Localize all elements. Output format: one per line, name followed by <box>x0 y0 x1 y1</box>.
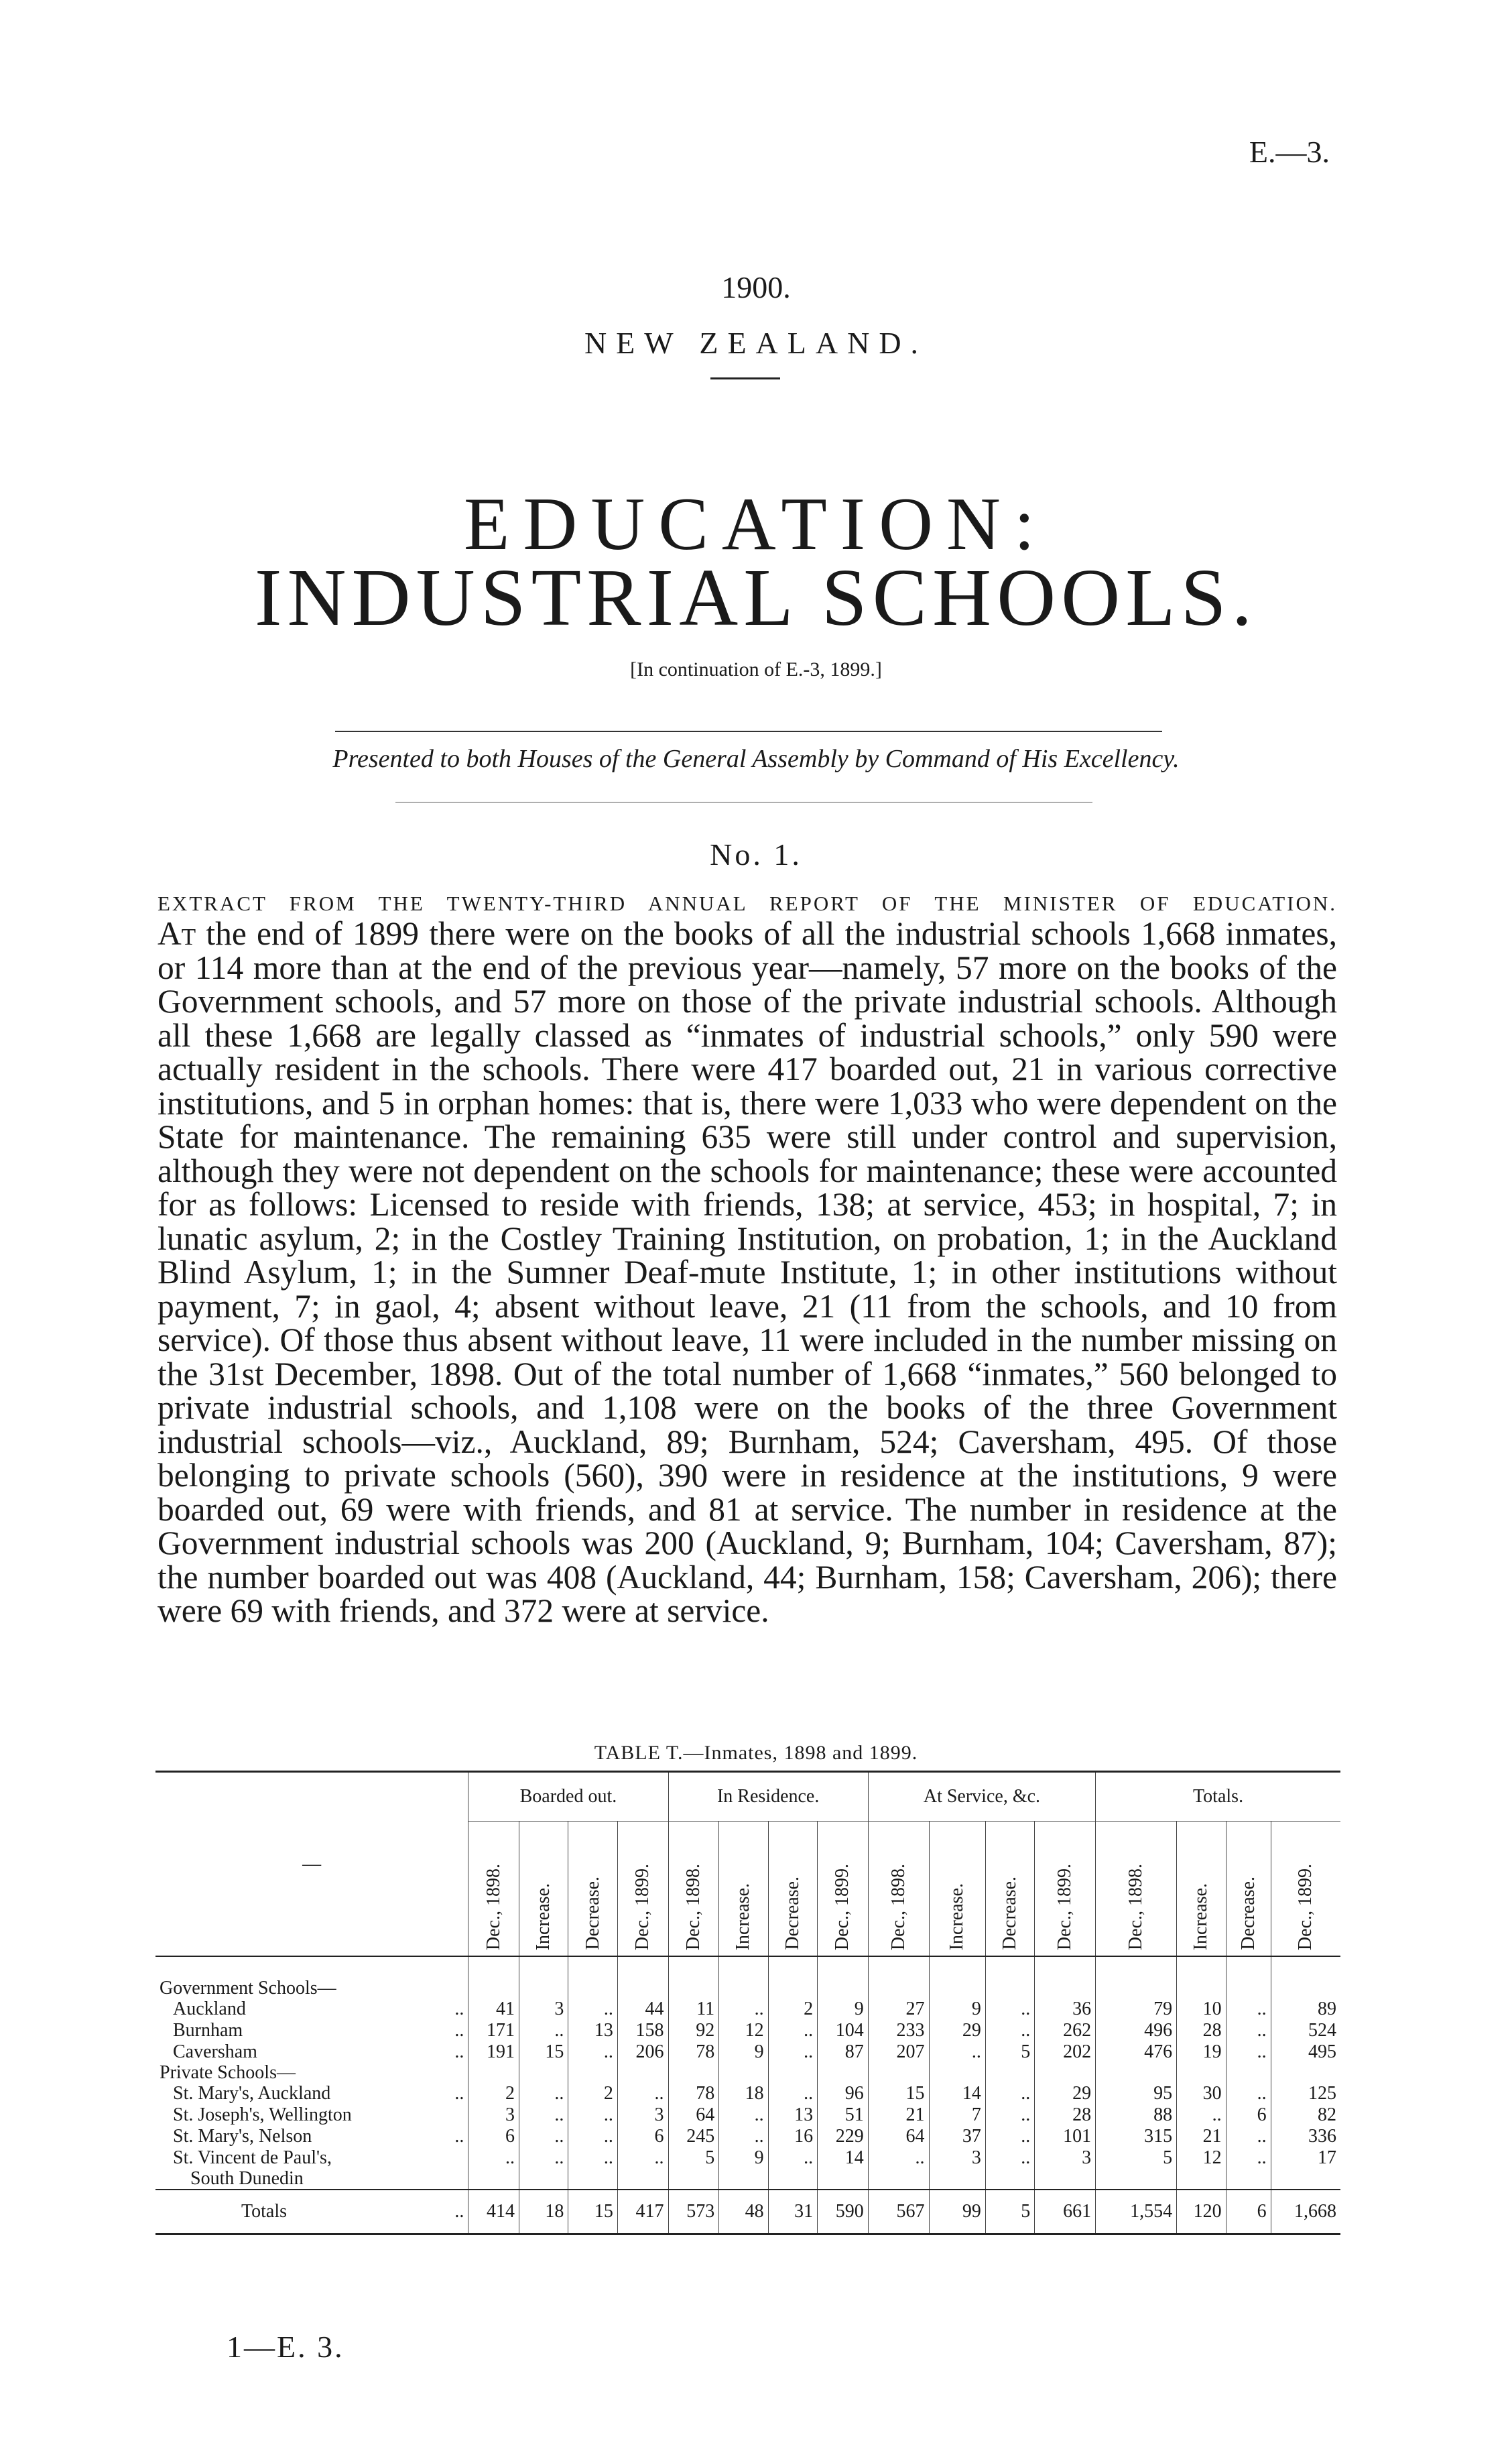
column-header <box>568 1822 617 1957</box>
table-cell: 315 <box>1096 2126 1177 2147</box>
row-leader-dots: .. <box>454 2126 464 2147</box>
table-cell: .. <box>719 1998 768 2020</box>
column-header-label: Dec., 1899. <box>1295 1863 1316 1950</box>
table-cell: 233 <box>868 2020 929 2041</box>
column-header <box>818 1822 869 1957</box>
column-header <box>768 1822 817 1957</box>
column-header-label: Increase. <box>733 1883 754 1950</box>
table-cell: 15 <box>868 2083 929 2104</box>
section-header-row <box>155 1978 1340 1998</box>
table-cell: 2 <box>768 1998 817 2020</box>
row-label <box>155 2147 468 2169</box>
column-header <box>719 1822 768 1957</box>
totals-name: Totals <box>241 2201 288 2222</box>
table-empty-cell <box>668 2063 719 2083</box>
group-header: In Residence. <box>668 1772 868 1822</box>
table-cell: .. <box>768 2020 817 2041</box>
inmates-table <box>155 1771 1340 2235</box>
rule-above-presented <box>335 731 1162 732</box>
table-cell: 64 <box>668 2104 719 2126</box>
table-cell: 1,554 <box>1096 2190 1177 2234</box>
table-cell: 476 <box>1096 2041 1177 2063</box>
table-caption: TABLE T.—Inmates, 1898 and 1899. <box>594 1742 918 1764</box>
table-cell: 6 <box>468 2126 519 2147</box>
table-cell: .. <box>519 2104 568 2126</box>
table-corner: — <box>155 1772 468 1957</box>
continuation-note: [In continuation of E.-3, 1899.] <box>630 658 882 680</box>
table-cell: .. <box>719 2126 768 2147</box>
table-cell: .. <box>985 2147 1034 2169</box>
column-header-label: Dec., 1898. <box>1125 1863 1147 1950</box>
table-cell: 104 <box>818 2020 869 2041</box>
table-cell: 9 <box>719 2147 768 2169</box>
table-cell: .. <box>768 2083 817 2104</box>
table-empty-cell <box>1177 1978 1226 1998</box>
table-empty-cell <box>1177 1956 1226 1978</box>
table-empty-cell <box>1035 1978 1096 1998</box>
paragraph-body: the end of 1899 there were on the books of all the industrial schools 1,668 inmates, or 114 more than at the end of the previous year—namely, 57 more on the books of the Government schools, and 57 more on those of the private industrial schools. Although all these 1,668 are legally classed as “inmates of industrial schools,” only 590 were actually resident in the schools. There were 417 boarded out, 21 in various corrective institutions, and 5 in orphan homes: that is, there were 1,033 who were dependent on the State for maintenance. The remaining 635 were still under control and supervision, although they were not dependent on the schools for maintenance; these were accounted for as follows: Licensed to reside with friends, 138; at service, 453; in hospital, 7; in lunatic asylum, 2; in the Costley Training Institution, on probation, 1; in the Auckland Blind Asylum, 1; in the Sumner Deaf-mute Institute, 1; in other institutions without payment, 7; in gaol, 4; absent without leave, 21 (11 from the schools, and 10 from service). Of those thus absent without leave, 11 were included in the number missing on the 31st December, 1898. Out of the total number of 1,668 “inmates,” 560 belonged to private industrial schools, and 1,108 were on the books of the three Government industrial schools—viz., Auckland, 89; Burnham, 524; Caversham, 495. Of those belonging to private schools (560), 390 were in residence at the institutions, 9 were boarded out, 69 were with friends, and 81 at service. The number in residence at the Government industrial schools was 200 (Auckland, 9; Burnham, 104; Caversham, 87); the number boarded out was 408 (Auckland, 44; Burnham, 158; Caversham, 206); there were 69 with friends, and 372 were at service. <box>158 915 1337 1629</box>
table-empty-cell <box>468 2169 519 2190</box>
column-header <box>985 1822 1034 1957</box>
table-cell: .. <box>929 2041 985 2063</box>
table-empty-cell <box>668 1978 719 1998</box>
table-cell: .. <box>568 2041 617 2063</box>
table-cell: .. <box>719 2104 768 2126</box>
table-cell: .. <box>1226 2147 1271 2169</box>
totals-leader-dots: .. <box>454 2201 464 2222</box>
column-header-label: Increase. <box>946 1883 968 1950</box>
table-cell: 661 <box>1035 2190 1096 2234</box>
table-cell: 5 <box>985 2190 1034 2234</box>
table-cell: 171 <box>468 2020 519 2041</box>
section-number: No. 1. <box>710 837 802 872</box>
table-empty-cell <box>818 2063 869 2083</box>
table-cell: 99 <box>929 2190 985 2234</box>
table-cell: 9 <box>818 1998 869 2020</box>
table-cell: 27 <box>868 1998 929 2020</box>
column-header <box>1096 1822 1177 1957</box>
country-heading: NEW ZEALAND. <box>584 326 928 360</box>
table-spacer <box>155 1956 1340 1978</box>
column-header <box>1271 1822 1340 1957</box>
table-cell: 573 <box>668 2190 719 2234</box>
column-header-label: Dec., 1899. <box>832 1863 853 1950</box>
table-cell: .. <box>617 2083 668 2104</box>
row-name: St. Mary's, Nelson <box>173 2126 312 2147</box>
table-cell: 13 <box>768 2104 817 2126</box>
table-cell: 158 <box>617 2020 668 2041</box>
table-cell: .. <box>1226 2083 1271 2104</box>
table-cell: 64 <box>868 2126 929 2147</box>
table-empty-cell <box>1226 2169 1271 2190</box>
table-empty-cell <box>519 1956 568 1978</box>
table-cell: 202 <box>1035 2041 1096 2063</box>
table-cell: 206 <box>617 2041 668 2063</box>
table-cell: 21 <box>1177 2126 1226 2147</box>
table-cell: .. <box>519 2083 568 2104</box>
table-cell: 31 <box>768 2190 817 2234</box>
table-empty-cell <box>868 2063 929 2083</box>
table-cell: 9 <box>719 2041 768 2063</box>
table-empty-cell <box>617 2169 668 2190</box>
row-leader-dots: .. <box>454 1998 464 2019</box>
table-cell: 14 <box>929 2083 985 2104</box>
column-header-label: Decrease. <box>582 1876 603 1950</box>
table-row <box>155 1998 1340 2020</box>
table-cell: 29 <box>929 2020 985 2041</box>
row-label <box>155 2041 468 2063</box>
table-empty-cell <box>818 1956 869 1978</box>
table-cell: 496 <box>1096 2020 1177 2041</box>
table-cell: 9 <box>929 1998 985 2020</box>
table-empty-cell <box>719 1956 768 1978</box>
table-cell: .. <box>1177 2104 1226 2126</box>
row-name: St. Vincent de Paul's, <box>173 2147 332 2168</box>
column-header-label: Decrease. <box>781 1876 803 1950</box>
table-cell: 229 <box>818 2126 869 2147</box>
table-row-continuation <box>155 2169 1340 2190</box>
table-empty-cell <box>985 2063 1034 2083</box>
column-header-label: Increase. <box>1190 1883 1212 1950</box>
short-rule <box>710 377 780 379</box>
table-empty-cell <box>1096 1978 1177 1998</box>
table-cell: 78 <box>668 2041 719 2063</box>
table-empty-cell <box>1035 2169 1096 2190</box>
table-cell: 36 <box>1035 1998 1096 2020</box>
table-cell: 95 <box>1096 2083 1177 2104</box>
table-empty-cell <box>519 2169 568 2190</box>
column-header-label: Increase. <box>533 1883 554 1950</box>
table-empty-cell <box>868 2169 929 2190</box>
table-cell: 28 <box>1035 2104 1096 2126</box>
table-empty-cell <box>1096 2063 1177 2083</box>
table-cell: 524 <box>1271 2020 1340 2041</box>
table-empty-cell <box>1226 2063 1271 2083</box>
column-header-label: Dec., 1899. <box>1054 1863 1076 1950</box>
table-cell: 17 <box>1271 2147 1340 2169</box>
table-cell: 590 <box>818 2190 869 2234</box>
table-empty-cell <box>719 2169 768 2190</box>
table-empty-cell <box>1035 1956 1096 1978</box>
column-header-label: Decrease. <box>1237 1876 1259 1950</box>
table-cell: .. <box>985 2104 1034 2126</box>
table-cell: 88 <box>1096 2104 1177 2126</box>
row-label <box>155 2126 468 2147</box>
table-empty-cell <box>1226 1956 1271 1978</box>
row-name-continued: South Dunedin <box>190 2169 304 2189</box>
table-empty-cell <box>568 1978 617 1998</box>
table-cell: 19 <box>1177 2041 1226 2063</box>
table-empty-cell <box>929 1978 985 1998</box>
table-cell: .. <box>985 1998 1034 2020</box>
table-cell: .. <box>568 1998 617 2020</box>
table-empty-cell <box>719 1978 768 1998</box>
table-empty-cell <box>929 2169 985 2190</box>
row-label <box>155 2104 468 2126</box>
table-empty-cell <box>1271 2169 1340 2190</box>
table-empty-cell <box>719 2063 768 2083</box>
column-header <box>668 1822 719 1957</box>
table-row <box>155 2020 1340 2041</box>
table-cell: .. <box>1226 2126 1271 2147</box>
table-cell: .. <box>519 2147 568 2169</box>
column-header <box>519 1822 568 1957</box>
table-empty-cell <box>768 2063 817 2083</box>
table-cell: .. <box>568 2126 617 2147</box>
table-empty-cell <box>768 1978 817 1998</box>
column-header <box>868 1822 929 1957</box>
table-empty-cell <box>519 1978 568 1998</box>
table-cell: .. <box>1226 1998 1271 2020</box>
table-cell: 51 <box>818 2104 869 2126</box>
table-cell: .. <box>568 2104 617 2126</box>
table-cell: .. <box>468 2147 519 2169</box>
table-cell: 3 <box>1035 2147 1096 2169</box>
table-empty-cell <box>668 2169 719 2190</box>
table-cell: 2 <box>468 2083 519 2104</box>
table-cell: 30 <box>1177 2083 1226 2104</box>
row-name: Caversham <box>173 2041 257 2062</box>
totals-label <box>155 2190 468 2234</box>
extract-heading: EXTRACT FROM THE TWENTY-THIRD ANNUAL REPORT OF THE MINISTER OF EDUCATION. <box>158 892 1337 915</box>
table-cell: 15 <box>568 2190 617 2234</box>
table-empty-cell <box>617 1978 668 1998</box>
column-header <box>617 1822 668 1957</box>
table-empty-cell <box>1271 2063 1340 2083</box>
table-empty-cell <box>768 1956 817 1978</box>
table-empty-cell <box>868 1978 929 1998</box>
table-cell: 101 <box>1035 2126 1096 2147</box>
table-cell: .. <box>1226 2041 1271 2063</box>
section-header-row <box>155 2063 1340 2083</box>
table-empty-cell <box>1177 2169 1226 2190</box>
paragraph-first-word: At <box>158 915 196 952</box>
table-cell: 6 <box>1226 2190 1271 2234</box>
table-empty-cell <box>1271 1978 1340 1998</box>
row-label <box>155 2020 468 2041</box>
table-cell: .. <box>519 2020 568 2041</box>
table-row <box>155 2104 1340 2126</box>
row-leader-dots: .. <box>454 2041 464 2062</box>
table-cell: .. <box>985 2083 1034 2104</box>
section-title: Government Schools— <box>160 1978 336 1998</box>
table-cell: 3 <box>617 2104 668 2126</box>
table-cell: 14 <box>818 2147 869 2169</box>
table-cell: 495 <box>1271 2041 1340 2063</box>
column-header <box>1226 1822 1271 1957</box>
table-cell: 89 <box>1271 1998 1340 2020</box>
row-name: Burnham <box>173 2020 243 2041</box>
table-cell: 262 <box>1035 2020 1096 2041</box>
table-cell: 3 <box>519 1998 568 2020</box>
table-cell: 6 <box>617 2126 668 2147</box>
table-cell: 16 <box>768 2126 817 2147</box>
table-cell: 29 <box>1035 2083 1096 2104</box>
table-cell: 28 <box>1177 2020 1226 2041</box>
table-row <box>155 2041 1340 2063</box>
column-header <box>929 1822 985 1957</box>
table-cell: .. <box>1226 2020 1271 2041</box>
table-empty-cell <box>617 1956 668 1978</box>
table-empty-cell <box>1096 2169 1177 2190</box>
title-education: EDUCATION: <box>464 483 1048 566</box>
table-cell: 92 <box>668 2020 719 2041</box>
table-cell: 21 <box>868 2104 929 2126</box>
totals-row <box>155 2190 1340 2234</box>
table-row <box>155 2147 1340 2169</box>
table-cell: 5 <box>1096 2147 1177 2169</box>
table-cell: 96 <box>818 2083 869 2104</box>
column-header-label: Dec., 1898. <box>682 1863 704 1950</box>
table-cell: 5 <box>985 2041 1034 2063</box>
table-cell: 11 <box>668 1998 719 2020</box>
table-empty-cell <box>568 2169 617 2190</box>
table-empty-cell <box>985 1978 1034 1998</box>
table-cell: 7 <box>929 2104 985 2126</box>
table-empty-cell <box>985 1956 1034 1978</box>
table-cell: 44 <box>617 1998 668 2020</box>
table-empty-cell <box>985 2169 1034 2190</box>
table-empty-cell <box>868 1956 929 1978</box>
table-empty-cell <box>568 2063 617 2083</box>
table-cell: .. <box>768 2147 817 2169</box>
table-empty-cell <box>929 1956 985 1978</box>
table-row <box>155 2083 1340 2104</box>
table-cell: 15 <box>519 2041 568 2063</box>
column-header-label: Dec., 1899. <box>632 1863 653 1950</box>
table-cell: 18 <box>519 2190 568 2234</box>
table-cell: 245 <box>668 2126 719 2147</box>
table-cell: .. <box>568 2147 617 2169</box>
title-industrial-schools: INDUSTRIAL SCHOOLS. <box>254 552 1258 643</box>
table-cell: .. <box>985 2126 1034 2147</box>
table-empty-cell <box>519 2063 568 2083</box>
table-cell: 78 <box>668 2083 719 2104</box>
table-cell: 48 <box>719 2190 768 2234</box>
table-cell: .. <box>519 2126 568 2147</box>
row-name: St. Mary's, Auckland <box>173 2083 331 2104</box>
table-cell: 5 <box>668 2147 719 2169</box>
table-cell: 2 <box>568 2083 617 2104</box>
column-header <box>1177 1822 1226 1957</box>
row-name: Auckland <box>173 1998 246 2019</box>
table-cell: .. <box>617 2147 668 2169</box>
section-title: Private Schools— <box>160 2063 296 2083</box>
table-cell: 12 <box>719 2020 768 2041</box>
row-label <box>155 1998 468 2020</box>
row-leader-dots: .. <box>454 2083 464 2104</box>
column-header <box>468 1822 519 1957</box>
column-header <box>1035 1822 1096 1957</box>
table-cell: 18 <box>719 2083 768 2104</box>
table-cell: 10 <box>1177 1998 1226 2020</box>
table-empty-cell <box>468 1956 519 1978</box>
column-header-label: Dec., 1898. <box>483 1863 504 1950</box>
table-empty-cell <box>818 2169 869 2190</box>
table-cell: 414 <box>468 2190 519 2234</box>
table-cell: 6 <box>1226 2104 1271 2126</box>
table-cell: 3 <box>468 2104 519 2126</box>
column-header-label: Dec., 1898. <box>887 1863 909 1950</box>
table-empty-cell <box>668 1956 719 1978</box>
group-header: Boarded out. <box>468 1772 668 1822</box>
table-empty-cell <box>818 1978 869 1998</box>
footer-reference: 1—E. 3. <box>227 2330 344 2364</box>
table-empty-cell <box>1096 1956 1177 1978</box>
table-empty-cell <box>768 2169 817 2190</box>
table-cell: 336 <box>1271 2126 1340 2147</box>
table-row <box>155 2126 1340 2147</box>
table-cell: 87 <box>818 2041 869 2063</box>
table-empty-cell <box>468 2063 519 2083</box>
row-label <box>155 2083 468 2104</box>
presented-line: Presented to both Houses of the General Assembly by Command of His Excellency. <box>332 745 1180 773</box>
table-cell: 1,668 <box>1271 2190 1340 2234</box>
group-header: Totals. <box>1096 1772 1340 1822</box>
table-empty-cell <box>617 2063 668 2083</box>
row-name: St. Joseph's, Wellington <box>173 2104 352 2125</box>
table-empty-cell <box>568 1956 617 1978</box>
table-cell: 417 <box>617 2190 668 2234</box>
table-empty-cell <box>929 2063 985 2083</box>
table-cell: 207 <box>868 2041 929 2063</box>
table-empty-cell <box>1271 1956 1340 1978</box>
table-cell: 13 <box>568 2020 617 2041</box>
column-header-label: Decrease. <box>999 1876 1021 1950</box>
table-cell: 3 <box>929 2147 985 2169</box>
year: 1900. <box>721 270 791 304</box>
table-cell: 191 <box>468 2041 519 2063</box>
table-cell: 12 <box>1177 2147 1226 2169</box>
table-cell: .. <box>768 2041 817 2063</box>
table-empty-cell <box>1035 2063 1096 2083</box>
group-header: At Service, &c. <box>868 1772 1095 1822</box>
table-cell: 41 <box>468 1998 519 2020</box>
row-leader-dots: .. <box>454 2020 464 2041</box>
table-cell: 125 <box>1271 2083 1340 2104</box>
table-empty-cell <box>1177 2063 1226 2083</box>
table-cell: 567 <box>868 2190 929 2234</box>
report-paragraph <box>158 917 1337 1628</box>
table-cell: 82 <box>1271 2104 1340 2126</box>
page-reference: E.—3. <box>1249 135 1330 169</box>
table-cell: .. <box>868 2147 929 2169</box>
table-empty-cell <box>1226 1978 1271 1998</box>
table-cell: 120 <box>1177 2190 1226 2234</box>
table-cell: 37 <box>929 2126 985 2147</box>
table-cell: .. <box>985 2020 1034 2041</box>
table-empty-cell <box>468 1978 519 1998</box>
table-cell: 79 <box>1096 1998 1177 2020</box>
